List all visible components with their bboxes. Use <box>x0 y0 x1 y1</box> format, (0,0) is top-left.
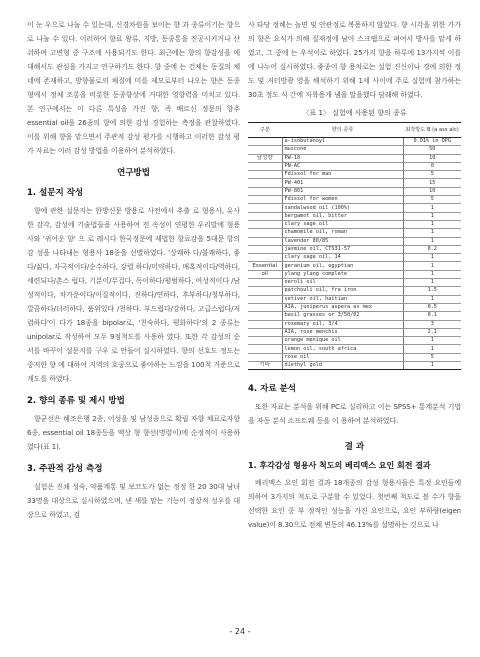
table-cell-conc: 10 <box>403 154 461 162</box>
table-cell-group <box>248 295 282 303</box>
table-row <box>248 204 461 212</box>
table-cell-conc: 1 <box>403 229 461 237</box>
table-row <box>248 262 461 270</box>
table-cell-conc: 1 <box>403 212 461 220</box>
table-row <box>248 229 461 237</box>
table-cell-name: lavender 80/85 <box>282 237 403 245</box>
table-cell-name: neroli oil <box>282 279 403 287</box>
table-cell-conc: 1 <box>403 362 461 370</box>
left-column <box>27 18 240 522</box>
table-cell-group <box>248 138 282 146</box>
table-cell-group <box>248 237 282 245</box>
table-cell-group <box>248 337 282 345</box>
table-cell-name: vetiver oil, haitian <box>282 295 403 303</box>
table-row <box>248 138 461 146</box>
table-row <box>248 220 461 228</box>
table-cell-conc: 2.1 <box>403 328 461 336</box>
table-cell-name: lemon oil, south africa <box>282 345 403 353</box>
table-header-row <box>248 123 461 138</box>
table-header-conc: 최작방도 B (a ass alc) <box>403 123 461 138</box>
intro-paragraph: 이 눈 우으로 나눌 수 있는데, 신경차원을 보이는 향 과 종류이기는 향으로 나눌 수 있다. 이러하여 향료 왕류, 지방, 동종통을 진공시키거나 산쉬하며 고변형 중 구조에 사용되기도 한다. 최근에는 향의 향감성을 에 대해서도 관심을 가지고 연구하기도 한다. 향 중에 는 건체는 동질의 체네에 존재하고, 방향물로의 체질에 미를 제모로부터 나오는 향은 동종 형에서 정체 조롱을 비롯한 동종향상에 거대한 영향력을 미치고 있다. 본 연구에서는 이 다른 특성을 가진 향, 즉 배르신 정문의 향추 essential oil을 26종의 향에 의한 감성 경험하는 측정을 관찰하였다. 이를 위해 향을 맡으면서 주관적 감성 평가를 시행하고 이러한 감성 평가 자료는 이러 감성 방법을 이용하여 분석하였다. <box>27 21 240 155</box>
result-1-body: 베리맥스 요인 회전 결과 18개종의 감성 형용사들은 특정 요인들에 의하여 3가지의 척도로 구분할 수 있었다. 첫번째 척도로 볼 수가 향을 선택한 요인 중 부 정적인 성능을 가진 요인으로, 요인 부하량(eigen value)이 8.30으로 전체 변동의 46.13%를 설명하는 것으로 나 <box>248 479 461 530</box>
table-cell-name: ylang ylang complete <box>282 270 403 278</box>
table-row <box>248 287 461 295</box>
table-cell-name: Fdissol for man <box>282 171 403 179</box>
table-row <box>248 312 461 320</box>
section-1-body: 향에 관한 설문지는 한방신문 방용로 사전에서 추출 로 형용사, 유사한 감각, 감성에 기술법들을 사용하여 전 속성이 연평한 우리말에 형용사와 '귀여운 향' 으 로 레시다 한국정문에 제법한 항료감을 5대문 항의 감 성을 나타내는 형용사 18종을 선별하였다. '상쾌하 다/불쾌하다, 좋다/싫다, 자극적이다/순수하다, 강렬 하다/미약하다, 매혹적이다/역하다, 세련되다/촌스 럽다, 기분이/무겁다, 독이하다/평범하다, 여성적이다 /남성적이다, 차가운이다/이질적이다, 진하다/연하다, 후부하다/청부하다, 깔끔하다/더러하다, 품위있다 /천하다. 부드럽다/강하다, 고급스럽다/저렴하다'이 다가 18종을 bipolar로, '친숙하다, 평화하다'의 2 종류는 unipolar로 작성하여 모두 9점척도를 사용하 였다. 또한 각 감성의 순서를 바꾸어 설문지를 구우 로 만들어 실시하였다. 향의 선호도 정도는 중저한 향 에 대하여 지역의 호공으로 좋아하는 느낌을 100척 거준으로 계도를 하였다. <box>27 207 240 383</box>
table-row <box>248 237 461 245</box>
table-cell-group <box>248 320 282 328</box>
table-cell-conc: 50 <box>403 146 461 154</box>
table-row <box>248 328 461 336</box>
table-cell-group <box>248 212 282 220</box>
section-2-heading: 2. 향의 종류 및 제시 방법 <box>27 396 125 406</box>
table-row <box>248 279 461 287</box>
table-row <box>248 162 461 170</box>
table-cell-conc: 0.1 <box>403 312 461 320</box>
table-cell-conc: 5 <box>403 196 461 204</box>
table-row <box>248 320 461 328</box>
table-cell-conc: 0 <box>403 162 461 170</box>
table-cell-name: chamomile oil, roman <box>282 229 403 237</box>
table-cell-group: oil <box>248 270 282 278</box>
table-cell-name: basil grasses or 3/50/02 <box>282 312 403 320</box>
table-cell-name: PW-401 <box>282 179 403 187</box>
table-cell-group <box>248 171 282 179</box>
table-cell-group <box>248 162 282 170</box>
table-cell-conc: 1 <box>403 337 461 345</box>
section-3-body: 실험은 진쇄 성숙, 약품계통 및 보코도가 없는 정정 한 20 30대 남녀 33명을 대상으로 실시하였으며, 낸 새를 맡는 기능이 정상적 성우를 대상으로 하였고, 검 <box>27 483 240 519</box>
section-4-heading: 4. 자료 분석 <box>248 384 296 395</box>
right-intro-paragraph: 사 타당 정혜는 놀면 및 안관정로 복용하지 않았다. 향 시각을 위한 가가의 향은 요식가 의해 질재정에 남아 스크랩으로 펴여서 방사를 맡게 하였고, 그 중에 는 우석이로 하였다. 25가지 향을 하루에 13가지씩 이를에 나누어 실시하였다. 좋종이 향 용차로는 실험 진신이나 경에 의한 정도 및 저터방광 영을 해석하기 위해 1세 사이에 주로 실험에 참가하는 30초 정도 식 간에 자륙용개 냄을 말을했다 담래해 하였다. <box>248 21 461 99</box>
section-3-heading: 3. 주관적 감성 측정 <box>27 464 103 474</box>
table-cell-name: rose oil <box>282 353 403 361</box>
table-cell-group <box>248 279 282 287</box>
table-cell-group: 기타 <box>248 362 282 370</box>
table-cell-conc: 0.01% in DPG <box>403 138 461 146</box>
table-cell-group <box>248 328 282 336</box>
table-cell-name: Fdissol for women <box>282 196 403 204</box>
table-cell-conc: 0.5 <box>403 303 461 311</box>
table-cell-group <box>248 196 282 204</box>
table-cell-name: diethyl gold <box>282 362 403 370</box>
table-cell-group <box>248 146 282 154</box>
table-row <box>248 154 461 162</box>
section-2-body: 향균선은 해조은행 2종, 어성을 및 남성종으로 확립 자향 체료로자향 6종, essential oil 18종등을 액상 형 향선(명령이)에 순정적이 사용하였다(표 1). <box>27 415 240 451</box>
table-body <box>248 138 461 370</box>
table-row <box>248 245 461 253</box>
table-cell-name: orange menique oil <box>282 337 403 345</box>
table-cell-group <box>248 229 282 237</box>
table-cell-name: PW-801 <box>282 187 403 195</box>
method-heading: 연구방법 <box>117 168 150 178</box>
table-cell-group <box>248 254 282 262</box>
table-cell-conc: 1 <box>403 295 461 303</box>
table-cell-group <box>248 345 282 353</box>
table-row <box>248 254 461 262</box>
table-cell-group <box>248 245 282 253</box>
result-1-heading: 1. 후각감성 형용사 척도의 베리맥스 요인 회전 결과 <box>248 461 431 471</box>
table-cell-conc: 3 <box>403 320 461 328</box>
table-cell-name: AIA, juniperus aspera ex mex <box>282 303 403 311</box>
table-row <box>248 187 461 195</box>
table-row <box>248 146 461 154</box>
table-caption: 〈표 1〉 실험에 사용된 향의 종류 <box>302 109 407 117</box>
table-cell-group: Essential <box>248 262 282 270</box>
table-cell-name: a-isobutanoyl <box>282 138 403 146</box>
table-cell-name: bergamot oil, bitter <box>282 212 403 220</box>
table-cell-conc: 1 <box>403 345 461 353</box>
table-cell-group <box>248 220 282 228</box>
table-cell-conc: 1 <box>403 220 461 228</box>
table-row <box>248 196 461 204</box>
table-cell-conc: 10 <box>403 187 461 195</box>
table-row <box>248 303 461 311</box>
table-cell-name: PN-AC <box>282 162 403 170</box>
table-cell-group <box>248 312 282 320</box>
table-cell-group <box>248 353 282 361</box>
table-cell-name: jasmine oil, CTS31-57 <box>282 245 403 253</box>
table-row <box>248 337 461 345</box>
table-cell-name: geranium oil, egyptian <box>282 262 403 270</box>
table-cell-conc: 1 <box>403 254 461 262</box>
table-cell-conc: 1.5 <box>403 287 461 295</box>
table-cell-conc: 1 <box>403 204 461 212</box>
results-heading: 결 과 <box>344 442 365 453</box>
table-cell-name: patchouli oil, fra iron <box>282 287 403 295</box>
table-cell-conc: 5 <box>403 353 461 361</box>
table-cell-group <box>248 179 282 187</box>
table-cell-conc: 1 <box>403 237 461 245</box>
right-column <box>248 18 461 532</box>
table-cell-conc: 0.2 <box>403 245 461 253</box>
table-cell-group <box>248 303 282 311</box>
section-1-heading: 1. 설문지 작성 <box>27 188 84 198</box>
table-row <box>248 353 461 361</box>
table-row <box>248 171 461 179</box>
table-cell-conc: 5 <box>403 171 461 179</box>
page-number: - 24 - <box>229 627 251 636</box>
table-header-group: 구분 <box>248 123 282 138</box>
table-cell-name: AIA, rose menchis <box>282 328 403 336</box>
table-cell-name: clary sage oil <box>282 220 403 228</box>
section-4-body: 또한 자료는 분석을 위해 PC로 실리하고 이는 SPSS+ 통계분석 기법을 자동 분석 소프트웨 등을 이 용하여 분석하였다. <box>248 403 461 426</box>
table-cell-name: rosemary oil, 3/4 <box>282 320 403 328</box>
table-row <box>248 179 461 187</box>
table-row <box>248 345 461 353</box>
table-cell-group <box>248 204 282 212</box>
table-cell-name: sandalwood oil (100%) <box>282 204 403 212</box>
table-row <box>248 212 461 220</box>
table-cell-name: clary sage oil, 14 <box>282 254 403 262</box>
table-cell-group <box>248 187 282 195</box>
table-cell-name: PW-18 <box>282 154 403 162</box>
table-cell-group <box>248 287 282 295</box>
table-cell-conc: 1 <box>403 270 461 278</box>
table-row <box>248 362 461 370</box>
fragrance-table <box>248 122 461 370</box>
table-row <box>248 270 461 278</box>
table-cell-conc: 1 <box>403 279 461 287</box>
table-row <box>248 295 461 303</box>
table-cell-conc: 15 <box>403 179 461 187</box>
table-cell-name: muscone <box>282 146 403 154</box>
table-cell-group: 남성향 <box>248 154 282 162</box>
table-header-name: 향의 종류 <box>282 123 403 138</box>
table-cell-conc: 1 <box>403 262 461 270</box>
